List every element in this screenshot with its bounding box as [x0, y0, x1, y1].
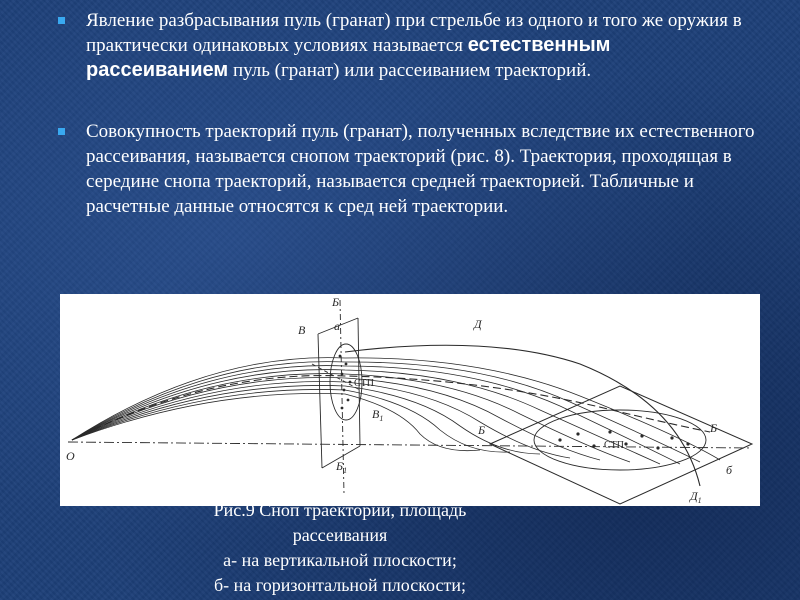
label-plane-b: б	[726, 463, 733, 477]
sheaf-text: Совокупность траекторий пуль (гранат), полученных вследствие их естественного рассеивания, называется снопом траекторий (рис. 8). Траектория, проходящая в середине снопа траекторий, называется средней траекторией. Табличные и расчетные данные относятся к сред ней траектории.	[86, 121, 755, 217]
bullet-item-sheaf	[58, 119, 758, 219]
dispersion-text-part2: пуль (гранат) или рассеиванием траекторий.	[228, 60, 592, 81]
label-d-bottom: $Д_1$	[690, 489, 702, 505]
dispersion-term: естественным рассеиванием	[86, 34, 611, 81]
label-b-bottom: $Б_1$	[336, 459, 348, 475]
caption-line-1: Рис.9 Сноп траекторий, площадь	[213, 500, 467, 520]
dispersion-text-part1: Явление разбрасывания пуль (гранат) при стрельбе из одного и того же оружия в практически одинаковых условиях называется	[86, 10, 742, 56]
label-v-top: В	[298, 323, 306, 337]
bullet-marker	[58, 17, 65, 24]
trajectory-sheaf-figure	[60, 294, 760, 506]
label-b-left-ground: Б	[478, 423, 486, 437]
label-plane-a: а	[334, 319, 340, 333]
label-v-bottom: $В_1$	[372, 407, 384, 423]
caption-line-4: б- на горизонтальной плоскости;	[214, 575, 466, 595]
label-d-top: Д	[474, 317, 482, 331]
label-stp-horizontal: СТП	[604, 440, 624, 451]
bullet-item-dispersion	[58, 8, 758, 83]
caption-line-2: рассеивания	[292, 525, 388, 545]
trajectory-sheaf-diagram	[60, 294, 760, 506]
label-b-right-ground: Б	[710, 421, 718, 435]
label-b-top: Б	[332, 295, 340, 309]
bullet-marker	[58, 128, 65, 135]
label-origin: О	[66, 449, 75, 463]
label-stp-vertical: СТП	[354, 378, 374, 389]
bullet-list	[58, 8, 758, 219]
figure-caption	[150, 498, 530, 598]
ground-line	[68, 442, 752, 448]
mean-trajectory	[72, 376, 710, 440]
caption-line-3: а- на вертикальной плоскости;	[223, 550, 457, 570]
